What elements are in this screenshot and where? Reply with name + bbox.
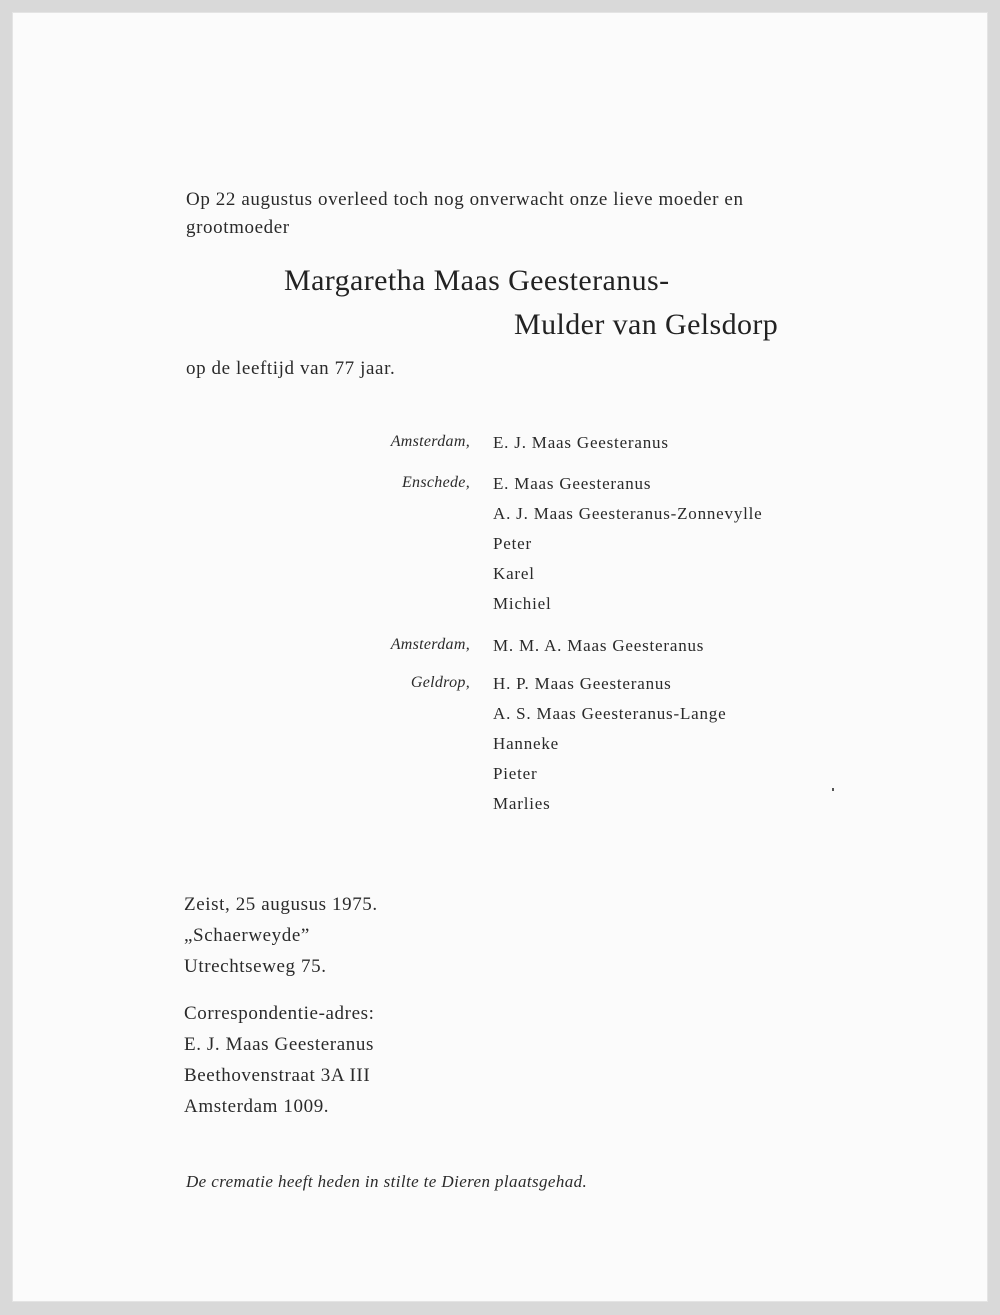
correspondence-line-2: Beethovenstraat 3A III <box>184 1065 371 1086</box>
address-line-2: „Schaerweyde” <box>184 925 310 946</box>
address-line-3: Utrechtseweg 75. <box>184 956 327 977</box>
family-member: Karel <box>493 564 535 583</box>
family-member: E. Maas Geesteranus <box>493 474 652 493</box>
family-place: Geldrop, <box>410 674 470 691</box>
address-line-1: Zeist, 25 augusus 1975. <box>184 894 378 915</box>
family-member: Pieter <box>493 764 538 783</box>
correspondence-line-1: E. J. Maas Geesteranus <box>184 1034 374 1055</box>
family-member: Hanneke <box>493 734 560 753</box>
family-member: Peter <box>493 534 532 553</box>
deceased-name-line-1: Margaretha Maas Geesteranus- <box>284 264 670 297</box>
family-place: Amsterdam, <box>390 433 470 450</box>
family-place: Enschede, <box>401 474 470 491</box>
family-member: Michiel <box>493 594 552 613</box>
correspondence-heading: Correspondentie-adres: <box>184 1003 375 1024</box>
deceased-name-line-2: Mulder van Gelsdorp <box>514 308 779 341</box>
family-member: A. J. Maas Geesteranus-Zonnevylle <box>493 504 763 523</box>
family-member: A. S. Maas Geesteranus-Lange <box>493 704 727 723</box>
intro-line-1: Op 22 augustus overleed toch nog onverwacht onze lieve moeder en <box>186 189 744 210</box>
family-member: H. P. Maas Geesteranus <box>493 674 672 693</box>
cremation-note: De crematie heeft heden in stilte te Dieren plaatsgehad. <box>186 1172 588 1191</box>
family-place: Amsterdam, <box>390 636 470 653</box>
family-member: M. M. A. Maas Geesteranus <box>493 636 705 655</box>
correspondence-line-3: Amsterdam 1009. <box>184 1096 330 1117</box>
family-member: E. J. Maas Geesteranus <box>493 433 669 452</box>
age-line: op de leeftijd van 77 jaar. <box>186 358 396 379</box>
scan-speck <box>832 788 834 791</box>
page-sheet <box>12 12 988 1302</box>
intro-line-2: grootmoeder <box>186 217 290 238</box>
family-member: Marlies <box>493 794 551 813</box>
